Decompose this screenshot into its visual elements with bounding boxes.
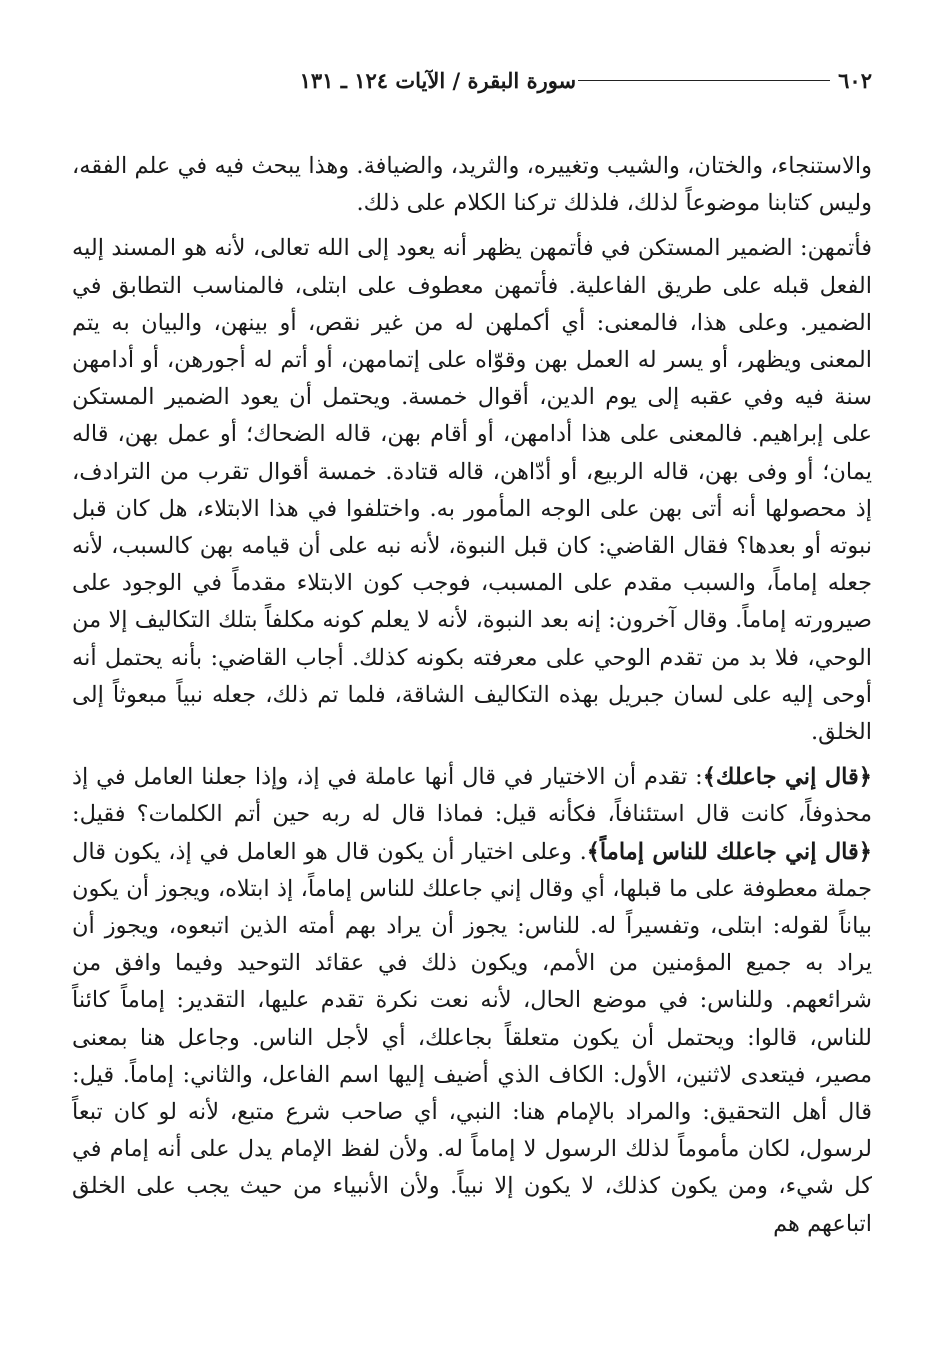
paragraph-3 xyxy=(72,759,872,1243)
paragraph-1: والاستنجاء، والختان، والشيب وتغييره، والثريد، والضيافة. وهذا يبحث فيه في علم الفقه، وليس كتابنا موضوعاً لذلك، فلذلك تركنا الكلام على ذلك. xyxy=(72,153,872,217)
book-page xyxy=(72,60,872,1243)
quran-quote: ﴿قال إني جاعلك للناس إماماً﴾ xyxy=(586,838,872,865)
paragraph-2: فأتمهن: الضمير المستكن في فأتمهن يظهر أنه يعود إلى الله تعالى، لأنه هو المسند إليه الفعل قبله على طريق الفاعلية. فأتمهن معطوف على ابتلى، فالمناسب التطابق في الضمير. وعلى هذا، فالمعنى: أي أكملهن له من غير نقص، أو بينهن، والبيان به يتم المعنى ويظهر، أو يسر له العمل بهن وقوّاه على إتمامهن، أو أتم له أجورهن، أو أدامهن سنة فيه وفي عقبه إلى يوم الدين، أقوال خمسة. ويحتمل أن يعود الضمير المستكن على إبراهيم. فالمعنى على هذا أدامهن، أو أقام بهن، قاله الضحاك؛ أو عمل بهن، قاله يمان؛ أو وفى بهن، قاله الربيع، أو أدّاهن، قاله قتادة. خمسة أقوال تقرب من الترادف، إذ محصولها أنه أتى بهن على الوجه المأمور به. واختلفوا في هذا الابتلاء، هل كان قبل نبوته أو بعدها؟ فقال القاضي: كان قبل النبوة، لأنه نبه على أن قيامه بهن كالسبب، لأنه جعله إماماً، والسبب مقدم على المسبب، فوجب كون الابتلاء مقدماً في الوجود على صيرورته إماماً. وقال آخرون: إنه بعد النبوة، لأنه لا يعلم كونه مكلفاً بتلك التكاليف إلا من الوحي، فلا بد من تقدم الوحي على معرفته بكونه كذلك. أجاب القاضي: بأنه يحتمل أنه أوحى إليه على لسان جبريل بهذه التكاليف الشاقة، فلما تم ذلك، جعله نبياً مبعوثاً إلى الخلق. xyxy=(72,235,872,746)
surah-title: سورة البقرة / الآيات ١٢٤ ـ ١٣١ xyxy=(299,67,577,93)
header-rule xyxy=(578,80,830,81)
paragraph-text: : تقدم أن الاختيار في قال أنها عاملة في إذ، وإذا جعلنا العامل في إذ محذوفاً، كانت قال استئنافاً، فكأنه قيل: فماذا قال له ربه حين أتم الكلمات؟ فقيل: xyxy=(72,764,872,828)
page-number: ٦٠٢ xyxy=(838,67,872,93)
paragraph-text: . وعلى اختيار أن يكون قال هو العامل في إذ، يكون قال جملة معطوفة على ما قبلها، أي وقال إني جاعلك للناس إماماً، إذ ابتلاه، ويجوز أن يكون بياناً لقوله: ابتلى، وتفسيراً له. للناس: يجوز أن يراد بهم أمته الذين اتبعوه، ويجوز أن يراد به جميع المؤمنين من الأمم، ويكون ذلك في عقائد التوحيد وفيما وافق من شرائعهم. وللناس: في موضع الحال، لأنه نعت نكرة تقدم عليها، التقدير: إماماً كائناً للناس، قالوا: ويحتمل أن يكون متعلقاً بجاعلك، أي لأجل الناس. وجاعل هنا بمعنى مصير، فيتعدى لاثنين، الأول: الكاف الذي أضيف إليها اسم الفاعل، والثاني: إماماً. قيل: قال أهل التحقيق: والمراد بالإمام هنا: النبي، أي صاحب شرع متبع، لأنه لو كان تبعاً لرسول، لكان مأموماً لذلك الرسول لا إماماً له. ولأن لفظ الإمام يدل على أنه إمام في كل شيء، ومن يكون كذلك، لا يكون إلا نبياً. ولأن الأنبياء من حيث يجب على الخلق اتباعهم هم xyxy=(72,838,872,1237)
quran-quote: ﴿قال إني جاعلك﴾ xyxy=(702,764,872,791)
page-header xyxy=(72,60,872,100)
page-body xyxy=(72,148,872,1243)
